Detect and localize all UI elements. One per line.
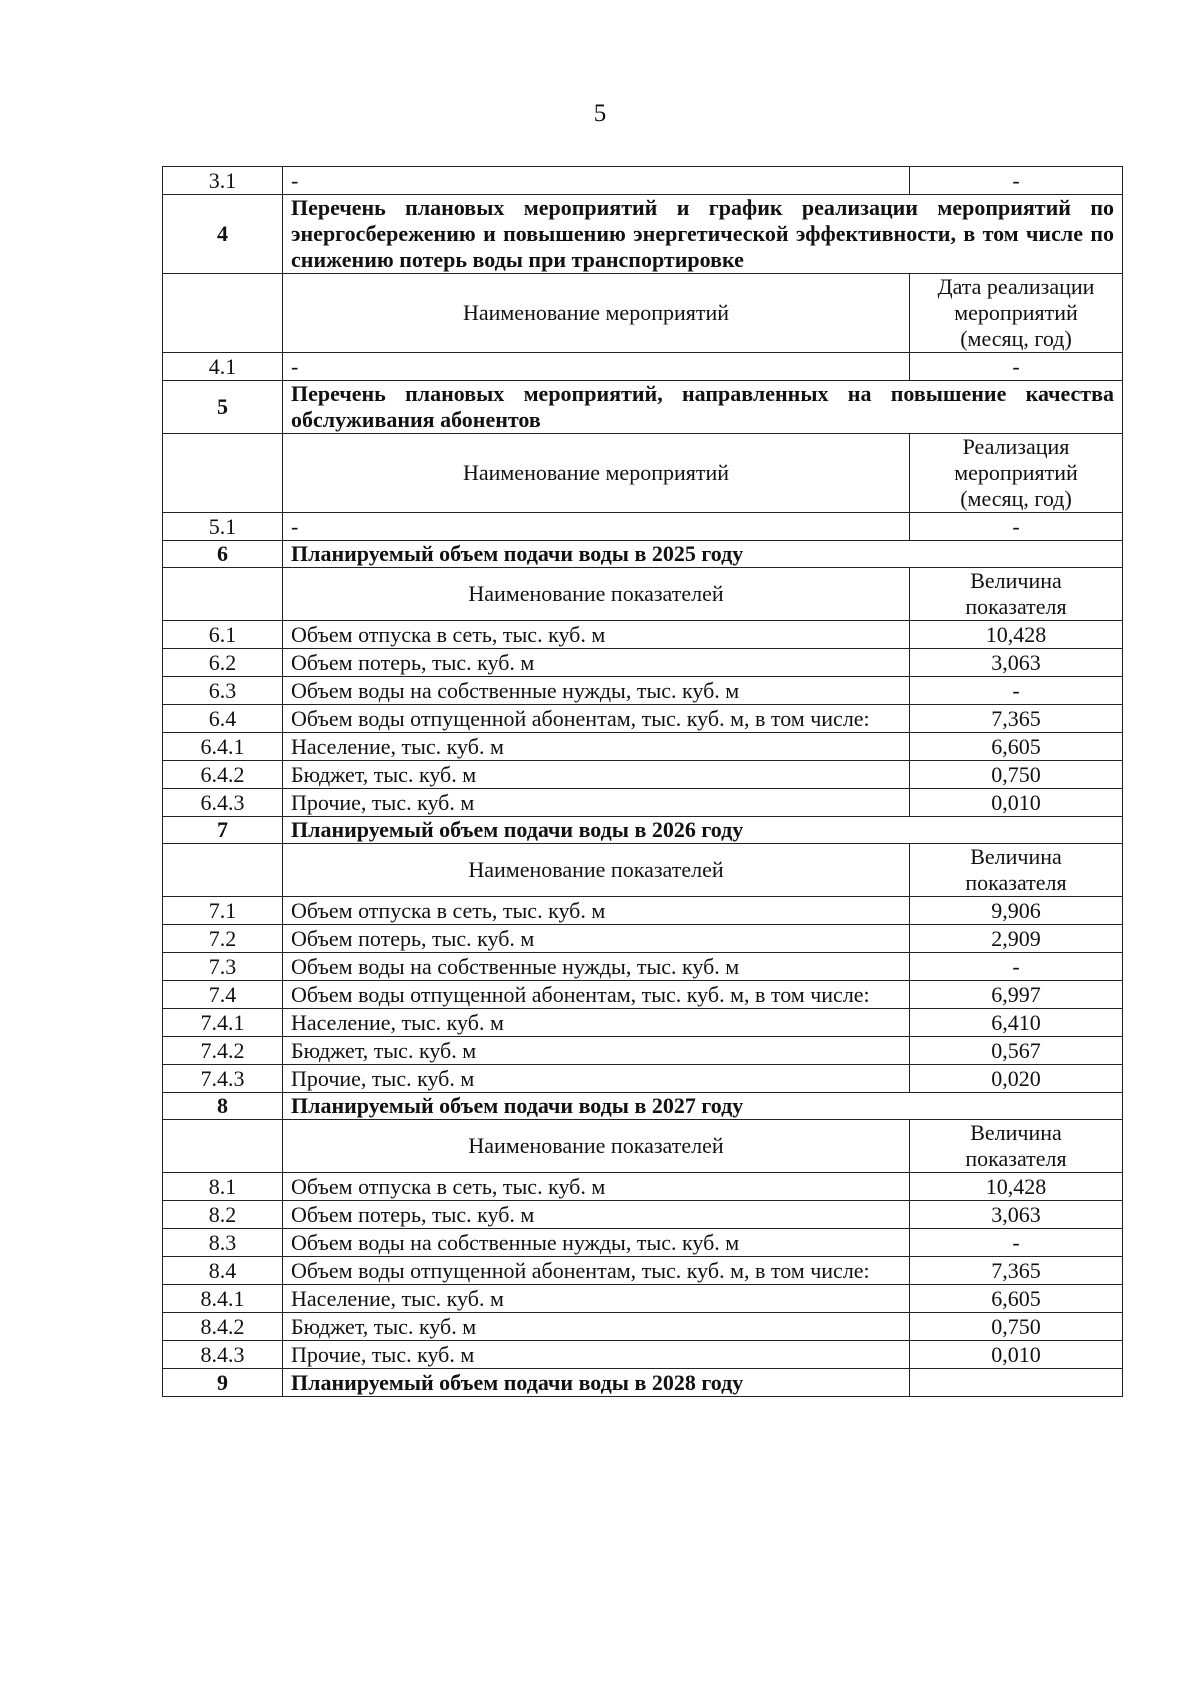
row-number: 6.4.1 [163,733,283,761]
row-name: Объем воды отпущенной абонентам, тыс. куб. м, в том числе: [283,1257,910,1285]
column-header-name: Наименование показателей [283,1120,910,1173]
header-number-cell [163,1120,283,1173]
table-row [163,733,1123,761]
table-row [163,621,1123,649]
row-number: 3.1 [163,167,283,195]
table-row [163,513,1123,541]
row-number: 8.1 [163,1173,283,1201]
section-row [163,1093,1123,1120]
table-row [163,1229,1123,1257]
row-value: 0,750 [910,1313,1123,1341]
row-value: 9,906 [910,897,1123,925]
table-row [163,1009,1123,1037]
row-value: - [910,353,1123,381]
row-value: 0,567 [910,1037,1123,1065]
row-number: 7.2 [163,925,283,953]
table-row [163,981,1123,1009]
row-number: 7.4 [163,981,283,1009]
column-header-name: Наименование показателей [283,844,910,897]
row-number: 8.4.1 [163,1285,283,1313]
row-name: Объем потерь, тыс. куб. м [283,1201,910,1229]
column-header-value: Дата реализации мероприятий (месяц, год) [910,274,1123,353]
row-number: 6.4.2 [163,761,283,789]
row-name: Население, тыс. куб. м [283,1285,910,1313]
plan-table-body [163,167,1123,1397]
row-value: - [910,953,1123,981]
table-row [163,1341,1123,1369]
table-row [163,1257,1123,1285]
row-number: 8.4.2 [163,1313,283,1341]
section-number: 7 [163,817,283,844]
row-name: Объем отпуска в сеть, тыс. куб. м [283,897,910,925]
column-header-value: Величина показателя [910,1120,1123,1173]
section-number: 4 [163,195,283,274]
row-number: 7.4.1 [163,1009,283,1037]
table-row [163,1173,1123,1201]
row-name: - [283,167,910,195]
section-row [163,1369,1123,1397]
row-value: 6,605 [910,733,1123,761]
row-name: Объем отпуска в сеть, тыс. куб. м [283,1173,910,1201]
column-header-value: Реализация мероприятий (месяц, год) [910,434,1123,513]
row-number: 8.4 [163,1257,283,1285]
row-number: 6.1 [163,621,283,649]
section-number: 5 [163,381,283,434]
row-number: 7.1 [163,897,283,925]
row-value: 6,410 [910,1009,1123,1037]
row-name: Объем потерь, тыс. куб. м [283,925,910,953]
table-row [163,705,1123,733]
section-row [163,195,1123,274]
row-number: 7.4.2 [163,1037,283,1065]
table-row [163,353,1123,381]
section-title: Планируемый объем подачи воды в 2027 году [283,1093,1123,1120]
row-number: 6.4.3 [163,789,283,817]
row-name: Бюджет, тыс. куб. м [283,1037,910,1065]
column-header-name: Наименование мероприятий [283,274,910,353]
row-name: Прочие, тыс. куб. м [283,1341,910,1369]
row-value: 3,063 [910,1201,1123,1229]
header-number-cell [163,844,283,897]
section-number: 6 [163,541,283,568]
row-value: 0,750 [910,761,1123,789]
row-number: 6.2 [163,649,283,677]
row-name: Бюджет, тыс. куб. м [283,1313,910,1341]
column-header-row [163,1120,1123,1173]
row-number: 8.4.3 [163,1341,283,1369]
table-row [163,677,1123,705]
row-number: 6.3 [163,677,283,705]
row-number: 7.4.3 [163,1065,283,1093]
row-value: 10,428 [910,1173,1123,1201]
header-number-cell [163,274,283,353]
plan-table [162,166,1123,1397]
row-number: 8.2 [163,1201,283,1229]
row-number: 7.3 [163,953,283,981]
column-header-value: Величина показателя [910,844,1123,897]
section-title: Планируемый объем подачи воды в 2028 году [283,1369,910,1397]
table-row [163,1313,1123,1341]
section-value [910,1369,1123,1397]
column-header-name: Наименование мероприятий [283,434,910,513]
row-value: 6,997 [910,981,1123,1009]
row-name: Бюджет, тыс. куб. м [283,761,910,789]
section-number: 8 [163,1093,283,1120]
header-number-cell [163,434,283,513]
row-value: 7,365 [910,1257,1123,1285]
row-value: 0,020 [910,1065,1123,1093]
row-name: Объем воды на собственные нужды, тыс. куб. м [283,677,910,705]
row-name: Прочие, тыс. куб. м [283,789,910,817]
table-row [163,925,1123,953]
table-row [163,1285,1123,1313]
row-value: - [910,513,1123,541]
page-number: 5 [593,100,607,127]
row-number: 6.4 [163,705,283,733]
row-value: - [910,1229,1123,1257]
column-header-row [163,274,1123,353]
row-value: 0,010 [910,789,1123,817]
row-name: Население, тыс. куб. м [283,1009,910,1037]
table-row [163,1037,1123,1065]
column-header-row [163,568,1123,621]
table-row [163,1065,1123,1093]
row-name: - [283,353,910,381]
table-row [163,167,1123,195]
section-title: Планируемый объем подачи воды в 2026 году [283,817,1123,844]
column-header-row [163,434,1123,513]
row-value: 6,605 [910,1285,1123,1313]
row-name: Прочие, тыс. куб. м [283,1065,910,1093]
row-name: Объем воды на собственные нужды, тыс. куб. м [283,953,910,981]
section-number: 9 [163,1369,283,1397]
row-name: Объем воды отпущенной абонентам, тыс. куб. м, в том числе: [283,981,910,1009]
row-value: 2,909 [910,925,1123,953]
table-row [163,897,1123,925]
section-title: Перечень плановых мероприятий, направленных на повышение качества обслуживания абонентов [283,381,1123,434]
row-value: 7,365 [910,705,1123,733]
row-name: Объем воды отпущенной абонентам, тыс. куб. м, в том числе: [283,705,910,733]
section-row [163,541,1123,568]
row-value: 3,063 [910,649,1123,677]
row-value: - [910,677,1123,705]
row-value: 10,428 [910,621,1123,649]
row-name: Объем воды на собственные нужды, тыс. куб. м [283,1229,910,1257]
table-row [163,649,1123,677]
row-name: Население, тыс. куб. м [283,733,910,761]
row-number: 5.1 [163,513,283,541]
row-value: 0,010 [910,1341,1123,1369]
table-row [163,953,1123,981]
row-number: 8.3 [163,1229,283,1257]
section-row [163,817,1123,844]
section-title: Планируемый объем подачи воды в 2025 году [283,541,1123,568]
section-row [163,381,1123,434]
section-title: Перечень плановых мероприятий и график реализации мероприятий по энергосбережению и повышению энергетической эффективности, в том числе по снижению потерь воды при транспортировке [283,195,1123,274]
row-value: - [910,167,1123,195]
column-header-row [163,844,1123,897]
header-number-cell [163,568,283,621]
row-name: Объем отпуска в сеть, тыс. куб. м [283,621,910,649]
table-row [163,789,1123,817]
table-row [163,1201,1123,1229]
column-header-name: Наименование показателей [283,568,910,621]
column-header-value: Величина показателя [910,568,1123,621]
row-name: - [283,513,910,541]
table-row [163,761,1123,789]
row-name: Объем потерь, тыс. куб. м [283,649,910,677]
row-number: 4.1 [163,353,283,381]
